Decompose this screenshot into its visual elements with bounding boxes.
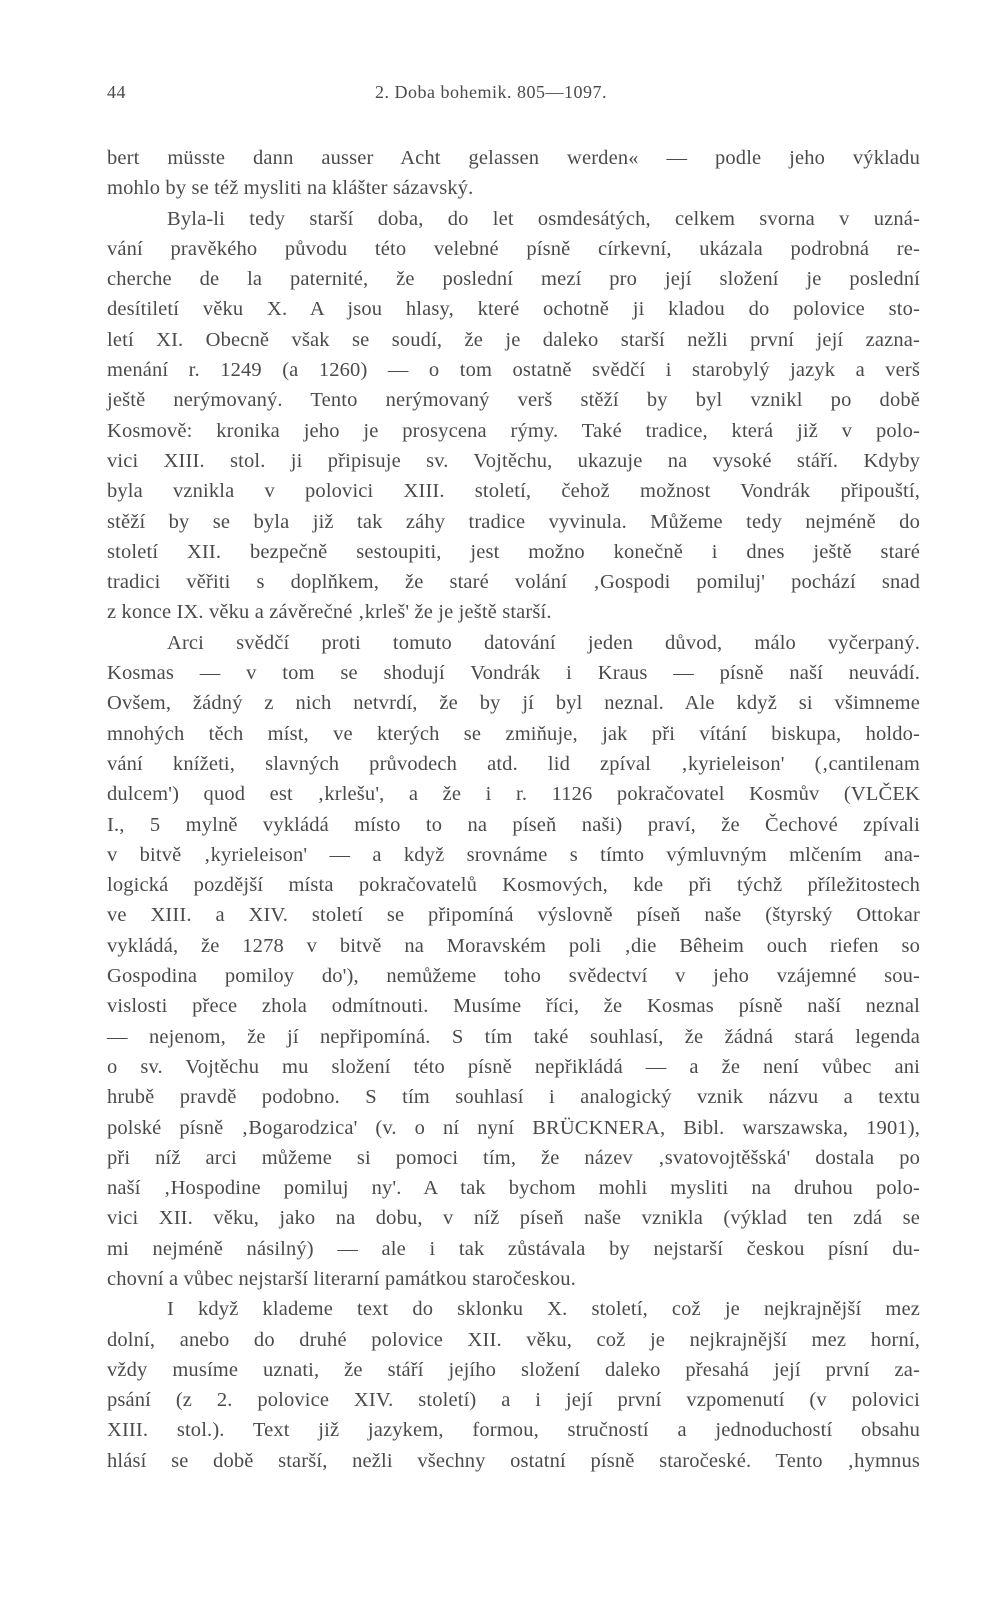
text-line: letí XI. Obecně však se soudí, že je daleko starší nežli první její zazna- [107, 328, 920, 351]
text-line: Ovšem, žádný z nich netvrdí, že by jí byl neznal. Ale když si všimneme [107, 692, 920, 715]
page-number: 44 [107, 82, 126, 102]
text-line: desítiletí věku X. A jsou hlasy, které ochotně ji kladou do polovice sto- [107, 298, 920, 321]
text-line: vykládá, že 1278 v bitvě na Moravském poli ‚die Bêheim ouch riefen so [107, 934, 920, 957]
text-line: mnohých těch míst, ve kterých se zmiňuje, jak při vítání biskupa, holdo- [107, 722, 920, 745]
text-line: hrubě pravdě podobno. S tím souhlasí i analogický vznik názvu a textu [107, 1086, 920, 1109]
text-line: při níž arci můžeme si pomoci tím, že název ‚svatovojtěšská' dostala po [107, 1146, 920, 1169]
text-line: z konce IX. věku a závěrečné ‚krleš' že je ještě starší. [107, 601, 552, 624]
text-line: Kosmově: kronika jeho je prosycena rýmy. Také tradice, která již v polo- [107, 419, 920, 442]
text-line: vici XII. věku, jako na dobu, v níž píseň naše vznikla (výklad ten zdá se [107, 1207, 920, 1230]
text-line: vání knížeti, slavných průvodech atd. lid zpíval ‚kyrieleison' (‚cantilenam [107, 752, 920, 775]
text-line: dulcem') quod est ‚krlešu', a že i r. 1126 pokračovatel Kosmův (VLČEK [107, 783, 920, 806]
text-line: mi nejméně násilný) — ale i tak zůstávala by nejstarší českou písní du- [107, 1237, 920, 1260]
text-line: tradici věřiti s doplňkem, že staré volání ‚Gospodi pomiluj' pochází snad [107, 571, 920, 594]
text-line: vici XIII. stol. ji připisuje sv. Vojtěchu, ukazuje na vysoké stáří. Kdyby [107, 449, 920, 472]
text-line: I., 5 mylně vykládá místo to na píseň naši) praví, že Čechové zpívali [107, 813, 920, 836]
text-line: mohlo by se též mysliti na klášter sázavský. [107, 177, 474, 200]
text-line: I když klademe text do sklonku X. století, což je nejkrajnější mez [167, 1298, 920, 1321]
text-line: naší ‚Hospodine pomiluj ny'. A tak bychom mohli mysliti na druhou polo- [107, 1177, 920, 1200]
text-line: psání (z 2. polovice XIV. století) a i její první vzpomenutí (v polovici [107, 1389, 920, 1412]
text-line: hlásí se době starší, nežli všechny ostatní písně staročeské. Tento ‚hymnus [107, 1449, 920, 1472]
text-line: logická pozdější místa pokračovatelů Kosmových, kde při týchž příležitostech [107, 874, 920, 897]
text-line: stěží by se byla již tak záhy tradice vyvinula. Můžeme tedy nejméně do [107, 510, 920, 533]
text-line: XIII. stol.). Text již jazykem, formou, stručností a jednoduchostí obsahu [107, 1419, 920, 1442]
text-line: chovní a vůbec nejstarší literarní památkou staročeskou. [107, 1267, 576, 1290]
running-head: 2. Doba bohemik. 805—1097. [375, 82, 607, 102]
text-line: Arci svědčí proti tomuto datování jeden důvod, málo vyčerpaný. [167, 631, 920, 654]
text-line: cherche de la paternité, že poslední mezí pro její složení je poslední [107, 268, 920, 291]
text-line: vislosti přece zhola odmítnouti. Musíme říci, že Kosmas písně naší neznal [107, 995, 920, 1018]
text-line: polské písně ‚Bogarodzica' (v. o ní nyní BRÜCKNERA, Bibl. warszawska, 1901), [107, 1116, 920, 1139]
text-line: vání pravěkého původu této velebné písně církevní, ukázala podrobná re- [107, 237, 920, 260]
text-line: ve XIII. a XIV. století se připomíná výslovně píseň naše (štyrský Ottokar [107, 904, 920, 927]
text-line: menání r. 1249 (a 1260) — o tom ostatně svědčí i starobylý jazyk a verš [107, 359, 920, 382]
text-line: bert müsste dann ausser Acht gelassen werden« — podle jeho výkladu [107, 147, 920, 169]
text-line: o sv. Vojtěchu mu složení této písně nepřikládá — a že není vůbec ani [107, 1055, 920, 1078]
text-line: v bitvě ‚kyrieleison' — a když srovnáme s tímto výmluvným mlčením ana- [107, 843, 920, 866]
body-text [107, 143, 920, 1476]
text-line: století XII. bezpečně sestoupiti, jest možno konečně i dnes ještě staré [107, 540, 920, 563]
text-line: dolní, anebo do druhé polovice XII. věku, což je nejkrajnější mez horní, [107, 1328, 920, 1351]
page-header [107, 82, 882, 112]
text-line: Kosmas — v tom se shodují Vondrák i Kraus — písně naší neuvádí. [107, 662, 920, 685]
text-line: Gospodina pomiloy do'), nemůžeme toho svědectví v jeho vzájemné sou- [107, 965, 920, 988]
text-line: byla vznikla v polovici XIII. století, čehož možnost Vondrák připouští, [107, 480, 920, 503]
text-line: Byla-li tedy starší doba, do let osmdesátých, celkem svorna v uzná- [167, 207, 920, 230]
text-line: ještě nerýmovaný. Tento nerýmovaný verš stěží by byl vznikl po době [107, 389, 920, 412]
text-line: — nejenom, že jí nepřipomíná. S tím také souhlasí, že žádná stará legenda [107, 1025, 920, 1048]
text-line: vždy musíme uznati, že stáří jejího složení daleko přesahá její první za- [107, 1358, 920, 1381]
